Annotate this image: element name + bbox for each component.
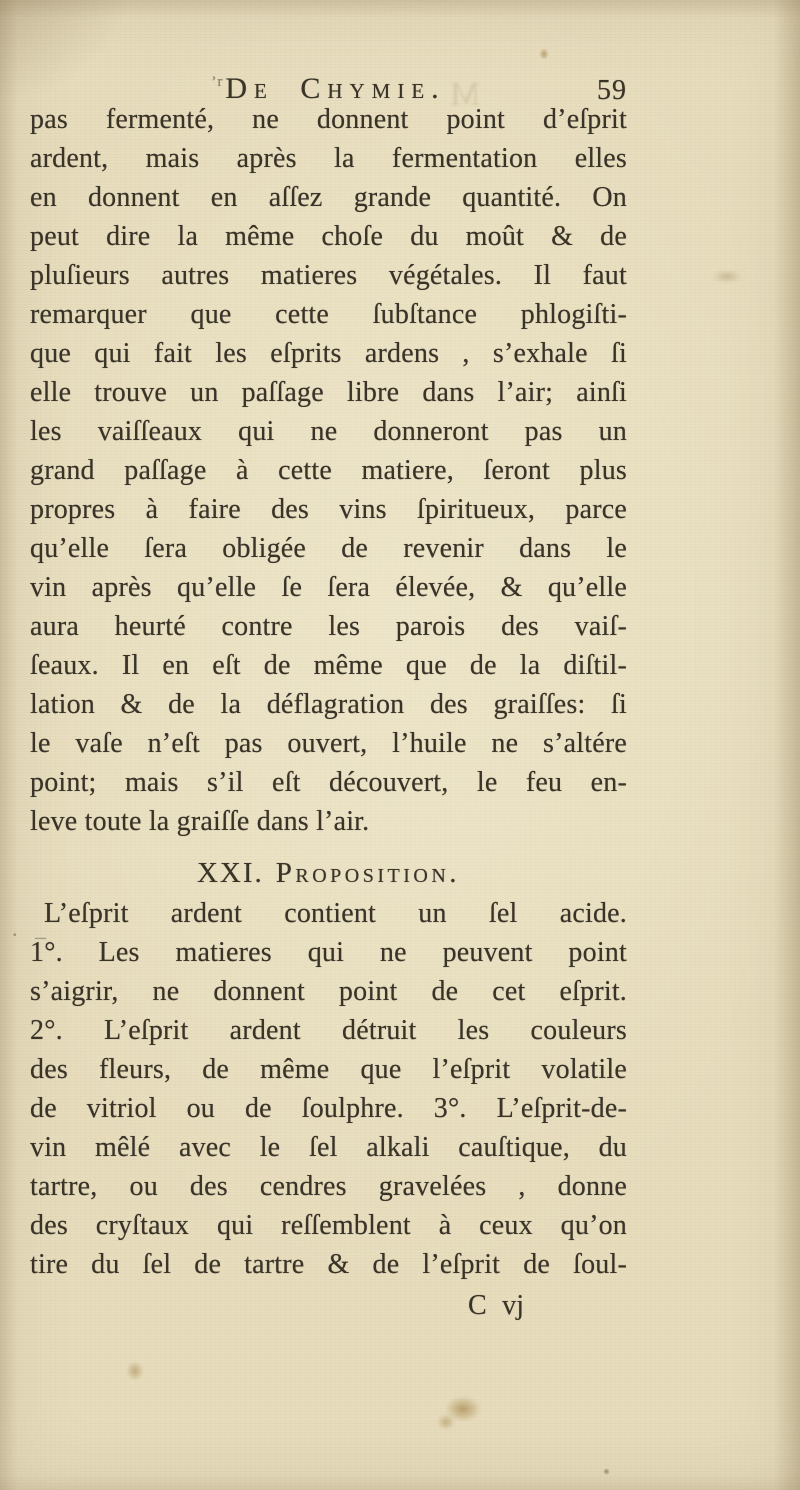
- text-line: vin mêlé avec le ſel alkali cauſtique, du: [30, 1132, 627, 1163]
- text-line: 1°. Les matieres qui ne peuvent point: [30, 937, 627, 968]
- text-line: s’aigrir, ne donnent point de cet eſprit.: [30, 976, 627, 1007]
- text-line: les vaiſſeaux qui ne donneront pas un: [30, 416, 627, 447]
- text-line: grand paſſage à cette matiere, ſeront plus: [30, 455, 627, 486]
- text-line: elle trouve un paſſage libre dans l’air; ainſi: [30, 377, 627, 408]
- text-line: propres à faire des vins ſpiritueux, parce: [30, 494, 627, 525]
- ink-bleedthrough-ghost: M: [450, 76, 481, 113]
- text-line: aura heurté contre les parois des vaiſ-: [30, 611, 627, 642]
- text-line: ſeaux. Il en eſt de même que de la diſtil-: [30, 650, 627, 681]
- text-line: en donnent en aſſez grande quantité. On: [30, 182, 627, 213]
- margin-marks: . _: [12, 916, 52, 941]
- text-line: de vitriol ou de ſoulphre. 3°. L’eſprit-de-: [30, 1093, 627, 1124]
- text-line: pas fermenté, ne donnent point d’eſprit: [30, 104, 627, 135]
- printer-mark: ’r: [211, 74, 224, 90]
- text-line: peut dire la même choſe du moût & de: [30, 221, 627, 252]
- text-line: remarquer que cette ſubſtance phlogiſti-: [30, 299, 627, 330]
- stain-bottom-center-2: [437, 1414, 455, 1430]
- text-line: des fleurs, de même que l’eſprit volatile: [30, 1054, 627, 1085]
- stain-bottom-center: [445, 1396, 481, 1422]
- page-number: 59: [597, 75, 627, 106]
- section-numeral: XXI.: [196, 857, 264, 889]
- stain-bottom-left: [126, 1361, 144, 1381]
- text-line: que qui fait les eſprits ardens , s’exhale ſi: [30, 338, 627, 369]
- catchword-signature: C vj: [468, 1290, 525, 1321]
- text-line: 2°. L’eſprit ardent détruit les couleurs: [30, 1015, 627, 1046]
- text-line: lation & de la déflagration des graiſſes: ſi: [30, 689, 627, 720]
- text-line: L’eſprit ardent contient un ſel acide.: [44, 898, 627, 929]
- text-line: le vaſe n’eſt pas ouvert, l’huile ne s’altére: [30, 728, 627, 759]
- speck-bottom-right: [603, 1468, 610, 1475]
- text-line: tartre, ou des cendres gravelées , donne: [30, 1171, 627, 1202]
- text-line: point; mais s’il eſt découvert, le feu en-: [30, 767, 627, 798]
- speck-top: [539, 48, 549, 60]
- body-text: [30, 100, 627, 1325]
- text-line: qu’elle ſera obligée de revenir dans le: [30, 533, 627, 564]
- section-heading: [30, 854, 627, 894]
- smudge-right-margin: [712, 270, 742, 283]
- text-line: tire du ſel de tartre & de l’eſprit de ſoul-: [30, 1249, 627, 1280]
- text-line: leve toute la graiſſe dans l’air.: [30, 806, 370, 837]
- text-line: pluſieurs autres matieres végétales. Il faut: [30, 260, 627, 291]
- running-title: De Chymie.: [225, 72, 446, 105]
- text-line: ardent, mais après la fermentation elles: [30, 143, 627, 174]
- text-line: vin après qu’elle ſe ſera élevée, & qu’elle: [30, 572, 627, 603]
- text-line: des cryſtaux qui reſſemblent à ceux qu’on: [30, 1210, 627, 1241]
- section-label: Proposition.: [275, 857, 461, 889]
